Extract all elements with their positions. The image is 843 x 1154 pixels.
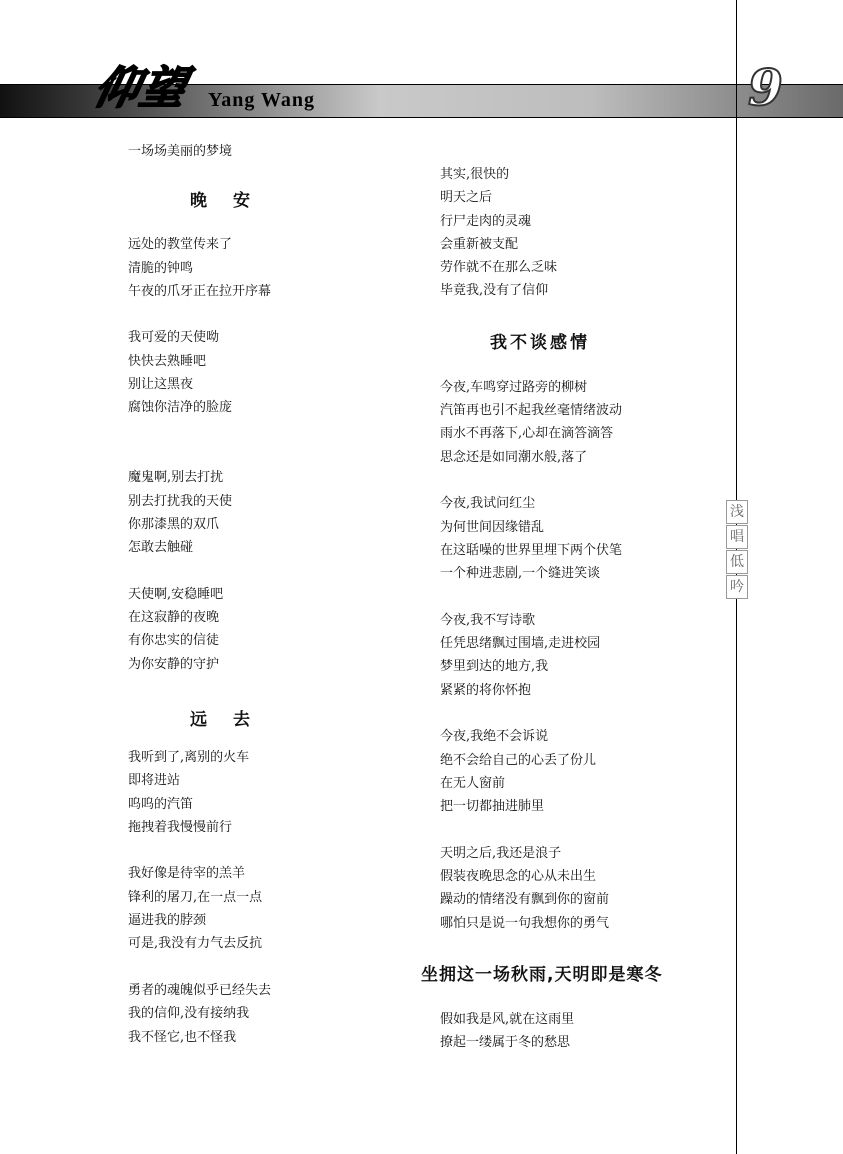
poem-line: 天使啊,安稳睡吧 xyxy=(128,586,224,602)
poem-line: 快快去熟睡吧 xyxy=(128,353,207,369)
poem-line: 思念还是如同潮水般,落了 xyxy=(440,449,588,465)
poem-line: 在这聒噪的世界里埋下两个伏笔 xyxy=(440,542,623,558)
poem-line: 梦里到达的地方,我 xyxy=(440,659,549,675)
poem-line: 我听到了,离别的火车 xyxy=(128,749,250,765)
poem-line: 你那漆黑的双爪 xyxy=(128,516,220,532)
section-tab-char: 低 xyxy=(726,550,748,574)
poem-line: 今夜,我绝不会诉说 xyxy=(440,729,549,745)
poem-line: 任凭思绪飘过围墙,走进校园 xyxy=(440,636,601,652)
poem-line: 躁动的情绪没有飘到你的窗前 xyxy=(440,892,610,908)
poem-title: 晚安 xyxy=(190,191,276,211)
poem-line: 把一切都抽进肺里 xyxy=(440,799,545,815)
poem-line: 清脆的钟鸣 xyxy=(128,260,194,276)
poem-line: 午夜的爪牙正在拉开序幕 xyxy=(128,283,272,299)
poem-line: 别去打扰我的天使 xyxy=(128,493,233,509)
poem-line: 魔鬼啊,别去打扰 xyxy=(128,470,224,486)
poem-line: 呜呜的汽笛 xyxy=(128,796,194,812)
page-number: 9 xyxy=(748,58,783,117)
right-column xyxy=(440,163,740,1055)
poem-line: 怎敢去触碰 xyxy=(128,540,194,556)
poem-line: 即将进站 xyxy=(128,773,181,789)
poem-line: 汽笛再也引不起我丝毫情绪波动 xyxy=(440,403,623,419)
poem-line: 绝不会给自己的心丢了份儿 xyxy=(440,752,597,768)
poem-line: 逼进我的脖颈 xyxy=(128,913,207,929)
poem-line: 天明之后,我还是浪子 xyxy=(440,845,562,861)
section-tab-char: 唱 xyxy=(726,525,748,549)
poem-line: 今夜,我试问红尘 xyxy=(440,496,536,512)
magazine-logo-pinyin: Yang Wang xyxy=(208,89,316,111)
poem-line: 一个种进悲剧,一个缝进笑谈 xyxy=(440,566,601,582)
poem-line: 会重新被支配 xyxy=(440,236,519,252)
poem-line: 我好像是待宰的羔羊 xyxy=(128,866,246,882)
poem-line: 我的信仰,没有接纳我 xyxy=(128,1006,250,1022)
poem-line: 为何世间因缘错乱 xyxy=(440,519,545,535)
poem-line: 今夜,车鸣穿过路旁的柳树 xyxy=(440,379,588,395)
poem-line: 一场场美丽的梦境 xyxy=(128,144,233,159)
poem-line: 劳作就不在那么乏味 xyxy=(440,260,558,276)
poem-line: 别让这黑夜 xyxy=(128,377,194,393)
poem-line: 今夜,我不写诗歌 xyxy=(440,612,536,628)
poem-line: 我可爱的天使呦 xyxy=(128,330,220,346)
poem-line: 假如我是风,就在这雨里 xyxy=(440,1011,575,1027)
poem-line: 勇者的魂魄似乎已经失去 xyxy=(128,982,272,998)
poem-line: 雨水不再落下,心却在滴答滴答 xyxy=(440,426,614,442)
poem-line: 可是,我没有力气去反抗 xyxy=(128,936,263,952)
magazine-logo: 仰望 xyxy=(89,63,193,114)
poem-line: 毕竟我,没有了信仰 xyxy=(440,283,549,299)
section-tab-char: 浅 xyxy=(726,500,748,524)
poem-title: 我不谈感情 xyxy=(490,333,590,353)
poem-line: 其实,很快的 xyxy=(440,167,510,182)
poem-line: 远处的教堂传来了 xyxy=(128,237,233,253)
poem-line: 在无人窗前 xyxy=(440,775,506,791)
section-tab-char: 吟 xyxy=(726,575,748,599)
poem-line: 在这寂静的夜晚 xyxy=(128,610,220,626)
left-column xyxy=(128,140,428,1049)
poem-line: 哪怕只是说一句我想你的勇气 xyxy=(440,915,610,931)
poem-line: 我不怪它,也不怪我 xyxy=(128,1029,237,1045)
poem-title: 坐拥这一场秋雨,天明即是寒冬 xyxy=(421,965,663,985)
poem-line: 腐蚀你洁净的脸庞 xyxy=(128,400,233,416)
poem-line: 紧紧的将你怀抱 xyxy=(440,682,532,698)
poem-line: 锋利的屠刀,在一点一点 xyxy=(128,889,263,905)
poem-line: 有你忠实的信徒 xyxy=(128,633,220,649)
poem-line: 行尸走肉的灵魂 xyxy=(440,213,532,229)
poem-line: 为你安静的守护 xyxy=(128,656,220,672)
poem-line: 拖拽着我慢慢前行 xyxy=(128,819,233,835)
poem-line: 撩起一缕属于冬的愁思 xyxy=(440,1035,571,1051)
poem-line: 假装夜晚思念的心从未出生 xyxy=(440,869,597,885)
poem-title: 远去 xyxy=(190,710,276,730)
poem-line: 明天之后 xyxy=(440,190,493,206)
